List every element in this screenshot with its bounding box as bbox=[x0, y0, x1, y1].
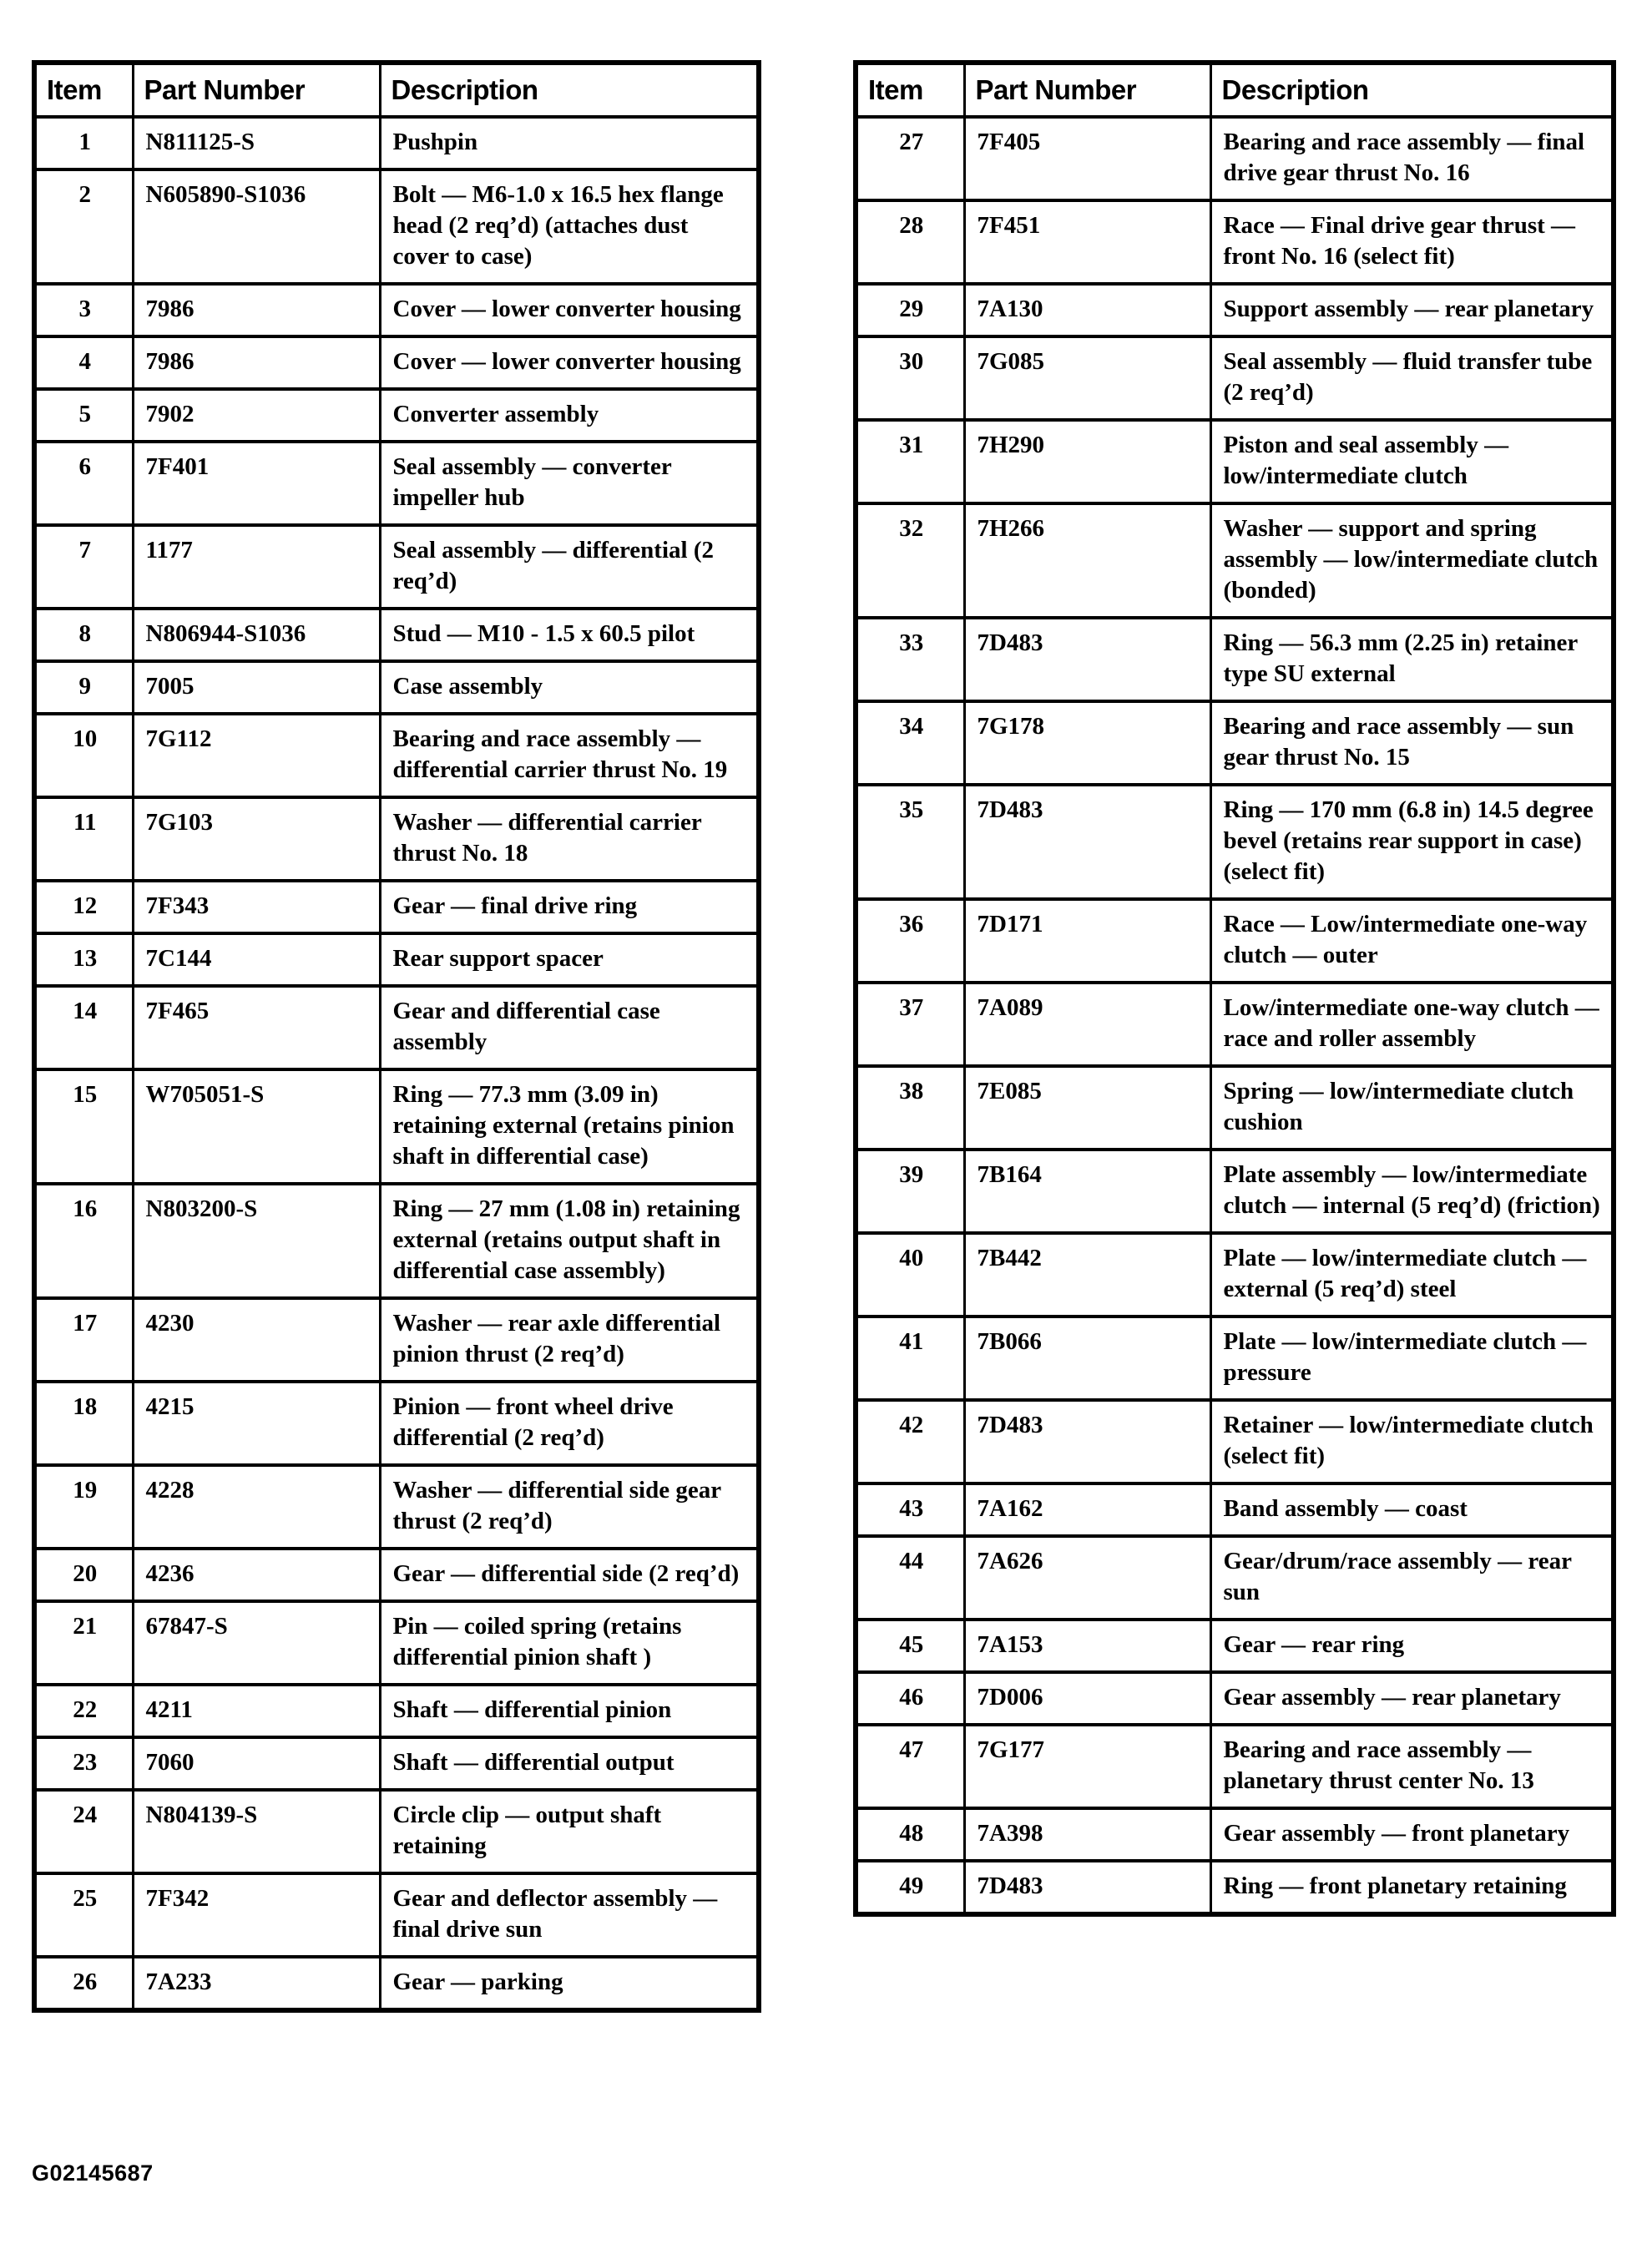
parts-table-right bbox=[853, 60, 1616, 1917]
item-cell: 30 bbox=[856, 336, 964, 420]
description-cell: Race — Low/intermediate one-way clutch — outer bbox=[1210, 899, 1614, 983]
part-number-cell: 7A162 bbox=[964, 1483, 1210, 1536]
item-cell: 34 bbox=[856, 701, 964, 785]
description-cell: Spring — low/intermediate clutch cushion bbox=[1210, 1066, 1614, 1150]
column-header-description: Description bbox=[1210, 63, 1614, 117]
part-number-cell: 7B442 bbox=[964, 1233, 1210, 1317]
item-cell: 11 bbox=[34, 797, 133, 881]
description-cell: Case assembly bbox=[380, 661, 759, 714]
item-cell: 25 bbox=[34, 1873, 133, 1957]
description-cell: Pushpin bbox=[380, 117, 759, 169]
item-cell: 16 bbox=[34, 1184, 133, 1298]
part-number-cell: 7A130 bbox=[964, 284, 1210, 336]
part-number-cell: 7902 bbox=[133, 389, 380, 442]
description-cell: Cover — lower converter housing bbox=[380, 284, 759, 336]
table-row bbox=[856, 1620, 1614, 1672]
table-row bbox=[34, 525, 759, 609]
description-cell: Cover — lower converter housing bbox=[380, 336, 759, 389]
table-row bbox=[34, 284, 759, 336]
description-cell: Ring — front planetary retaining bbox=[1210, 1861, 1614, 1914]
table-row bbox=[856, 983, 1614, 1066]
description-cell: Race — Final drive gear thrust — front No. 16 (select fit) bbox=[1210, 200, 1614, 284]
part-number-cell: 7D483 bbox=[964, 1861, 1210, 1914]
description-cell: Ring — 27 mm (1.08 in) retaining external (retains output shaft in differential case assembly) bbox=[380, 1184, 759, 1298]
table-row bbox=[34, 1790, 759, 1873]
item-cell: 42 bbox=[856, 1400, 964, 1483]
part-number-cell: 7F451 bbox=[964, 200, 1210, 284]
part-number-cell: 7D483 bbox=[964, 1400, 1210, 1483]
table-row bbox=[856, 1233, 1614, 1317]
description-cell: Gear assembly — front planetary bbox=[1210, 1808, 1614, 1861]
item-cell: 7 bbox=[34, 525, 133, 609]
item-cell: 22 bbox=[34, 1685, 133, 1737]
part-number-cell: 7F342 bbox=[133, 1873, 380, 1957]
table-row bbox=[34, 169, 759, 284]
item-cell: 9 bbox=[34, 661, 133, 714]
item-cell: 40 bbox=[856, 1233, 964, 1317]
part-number-cell: N605890-S1036 bbox=[133, 169, 380, 284]
description-cell: Bearing and race assembly — planetary thrust center No. 13 bbox=[1210, 1725, 1614, 1808]
table-row bbox=[34, 1549, 759, 1601]
description-cell: Bearing and race assembly — differential carrier thrust No. 19 bbox=[380, 714, 759, 797]
description-cell: Plate assembly — low/intermediate clutch — internal (5 req’d) (friction) bbox=[1210, 1150, 1614, 1233]
description-cell: Seal assembly — differential (2 req’d) bbox=[380, 525, 759, 609]
part-number-cell: 7C144 bbox=[133, 933, 380, 986]
description-cell: Washer — differential carrier thrust No. 18 bbox=[380, 797, 759, 881]
item-cell: 10 bbox=[34, 714, 133, 797]
part-number-cell: 7986 bbox=[133, 284, 380, 336]
item-cell: 1 bbox=[34, 117, 133, 169]
item-cell: 46 bbox=[856, 1672, 964, 1725]
description-cell: Plate — low/intermediate clutch — external (5 req’d) steel bbox=[1210, 1233, 1614, 1317]
description-cell: Ring — 77.3 mm (3.09 in) retaining external (retains pinion shaft in differential case) bbox=[380, 1069, 759, 1184]
table-row bbox=[856, 420, 1614, 503]
item-cell: 6 bbox=[34, 442, 133, 525]
parts-table-left bbox=[32, 60, 761, 2013]
table-row bbox=[856, 701, 1614, 785]
description-cell: Bearing and race assembly — sun gear thrust No. 15 bbox=[1210, 701, 1614, 785]
part-number-cell: 7G085 bbox=[964, 336, 1210, 420]
part-number-cell: N804139-S bbox=[133, 1790, 380, 1873]
item-cell: 37 bbox=[856, 983, 964, 1066]
part-number-cell: 7H290 bbox=[964, 420, 1210, 503]
table-row bbox=[856, 1066, 1614, 1150]
description-cell: Washer — differential side gear thrust (2 req’d) bbox=[380, 1465, 759, 1549]
table-row bbox=[856, 1150, 1614, 1233]
table-row bbox=[856, 1317, 1614, 1400]
part-number-cell: 7D006 bbox=[964, 1672, 1210, 1725]
table-row bbox=[34, 1737, 759, 1790]
table-row bbox=[34, 117, 759, 169]
table-row bbox=[856, 1808, 1614, 1861]
column-header-description: Description bbox=[380, 63, 759, 117]
part-number-cell: 4211 bbox=[133, 1685, 380, 1737]
table-row bbox=[856, 117, 1614, 200]
part-number-cell: 7E085 bbox=[964, 1066, 1210, 1150]
table-row bbox=[856, 1861, 1614, 1914]
description-cell: Ring — 170 mm (6.8 in) 14.5 degree bevel (retains rear support in case) (select fit) bbox=[1210, 785, 1614, 899]
table-row bbox=[856, 785, 1614, 899]
description-cell: Bearing and race assembly — final drive gear thrust No. 16 bbox=[1210, 117, 1614, 200]
part-number-cell: N806944-S1036 bbox=[133, 609, 380, 661]
item-cell: 41 bbox=[856, 1317, 964, 1400]
table-row bbox=[34, 1184, 759, 1298]
description-cell: Gear and differential case assembly bbox=[380, 986, 759, 1069]
table-row bbox=[34, 1957, 759, 2010]
table-row bbox=[34, 1601, 759, 1685]
part-number-cell: 7986 bbox=[133, 336, 380, 389]
part-number-cell: W705051-S bbox=[133, 1069, 380, 1184]
table-row bbox=[34, 389, 759, 442]
table-row bbox=[856, 1672, 1614, 1725]
description-cell: Converter assembly bbox=[380, 389, 759, 442]
part-number-cell: N811125-S bbox=[133, 117, 380, 169]
table-row bbox=[34, 442, 759, 525]
description-cell: Seal assembly — fluid transfer tube (2 req’d) bbox=[1210, 336, 1614, 420]
table-row bbox=[34, 336, 759, 389]
part-number-cell: 7D483 bbox=[964, 618, 1210, 701]
description-cell: Washer — support and spring assembly — low/intermediate clutch (bonded) bbox=[1210, 503, 1614, 618]
part-number-cell: 4215 bbox=[133, 1382, 380, 1465]
part-number-cell: 7H266 bbox=[964, 503, 1210, 618]
part-number-cell: 7F401 bbox=[133, 442, 380, 525]
part-number-cell: 7G177 bbox=[964, 1725, 1210, 1808]
part-number-cell: 4228 bbox=[133, 1465, 380, 1549]
item-cell: 15 bbox=[34, 1069, 133, 1184]
item-cell: 20 bbox=[34, 1549, 133, 1601]
description-cell: Bolt — M6-1.0 x 16.5 hex flange head (2 req’d) (attaches dust cover to case) bbox=[380, 169, 759, 284]
item-cell: 14 bbox=[34, 986, 133, 1069]
item-cell: 27 bbox=[856, 117, 964, 200]
part-number-cell: 7A233 bbox=[133, 1957, 380, 2010]
item-cell: 23 bbox=[34, 1737, 133, 1790]
item-cell: 31 bbox=[856, 420, 964, 503]
item-cell: 4 bbox=[34, 336, 133, 389]
table-row bbox=[34, 797, 759, 881]
part-number-cell: 7G103 bbox=[133, 797, 380, 881]
description-cell: Gear and deflector assembly — final drive sun bbox=[380, 1873, 759, 1957]
item-cell: 28 bbox=[856, 200, 964, 284]
description-cell: Shaft — differential output bbox=[380, 1737, 759, 1790]
header-row bbox=[34, 63, 759, 117]
part-number-cell: 1177 bbox=[133, 525, 380, 609]
part-number-cell: 7F343 bbox=[133, 881, 380, 933]
table-row bbox=[34, 661, 759, 714]
description-cell: Ring — 56.3 mm (2.25 in) retainer type SU external bbox=[1210, 618, 1614, 701]
item-cell: 26 bbox=[34, 1957, 133, 2010]
description-cell: Shaft — differential pinion bbox=[380, 1685, 759, 1737]
description-cell: Retainer — low/intermediate clutch (select fit) bbox=[1210, 1400, 1614, 1483]
table-row bbox=[34, 933, 759, 986]
table-row bbox=[34, 1465, 759, 1549]
description-cell: Piston and seal assembly — low/intermediate clutch bbox=[1210, 420, 1614, 503]
table-row bbox=[856, 336, 1614, 420]
item-cell: 35 bbox=[856, 785, 964, 899]
column-header-part-number: Part Number bbox=[964, 63, 1210, 117]
part-number-cell: 7F405 bbox=[964, 117, 1210, 200]
table-row bbox=[34, 1298, 759, 1382]
item-cell: 38 bbox=[856, 1066, 964, 1150]
description-cell: Washer — rear axle differential pinion thrust (2 req’d) bbox=[380, 1298, 759, 1382]
table-row bbox=[34, 1685, 759, 1737]
column-header-item: Item bbox=[856, 63, 964, 117]
item-cell: 47 bbox=[856, 1725, 964, 1808]
description-cell: Stud — M10 - 1.5 x 60.5 pilot bbox=[380, 609, 759, 661]
part-number-cell: 67847-S bbox=[133, 1601, 380, 1685]
part-number-cell: 7B164 bbox=[964, 1150, 1210, 1233]
item-cell: 18 bbox=[34, 1382, 133, 1465]
description-cell: Gear/drum/race assembly — rear sun bbox=[1210, 1536, 1614, 1620]
table-row bbox=[856, 1400, 1614, 1483]
table-row bbox=[34, 1873, 759, 1957]
column-header-item: Item bbox=[34, 63, 133, 117]
item-cell: 8 bbox=[34, 609, 133, 661]
item-cell: 5 bbox=[34, 389, 133, 442]
item-cell: 39 bbox=[856, 1150, 964, 1233]
item-cell: 32 bbox=[856, 503, 964, 618]
part-number-cell: 7005 bbox=[133, 661, 380, 714]
description-cell: Plate — low/intermediate clutch — pressure bbox=[1210, 1317, 1614, 1400]
part-number-cell: 7060 bbox=[133, 1737, 380, 1790]
description-cell: Pinion — front wheel drive differential (2 req’d) bbox=[380, 1382, 759, 1465]
table-row bbox=[856, 1725, 1614, 1808]
part-number-cell: N803200-S bbox=[133, 1184, 380, 1298]
table-row bbox=[856, 1536, 1614, 1620]
table-row bbox=[34, 881, 759, 933]
table-row bbox=[34, 609, 759, 661]
item-cell: 21 bbox=[34, 1601, 133, 1685]
figure-id-label: G02145687 bbox=[32, 2161, 154, 2186]
table-row bbox=[856, 503, 1614, 618]
item-cell: 2 bbox=[34, 169, 133, 284]
description-cell: Rear support spacer bbox=[380, 933, 759, 986]
table-row bbox=[856, 200, 1614, 284]
table-row bbox=[34, 714, 759, 797]
item-cell: 19 bbox=[34, 1465, 133, 1549]
description-cell: Circle clip — output shaft retaining bbox=[380, 1790, 759, 1873]
description-cell: Gear — final drive ring bbox=[380, 881, 759, 933]
item-cell: 43 bbox=[856, 1483, 964, 1536]
description-cell: Band assembly — coast bbox=[1210, 1483, 1614, 1536]
description-cell: Gear — rear ring bbox=[1210, 1620, 1614, 1672]
table-row bbox=[34, 1382, 759, 1465]
table-row bbox=[856, 284, 1614, 336]
item-cell: 48 bbox=[856, 1808, 964, 1861]
part-number-cell: 4230 bbox=[133, 1298, 380, 1382]
description-cell: Gear — differential side (2 req’d) bbox=[380, 1549, 759, 1601]
item-cell: 29 bbox=[856, 284, 964, 336]
part-number-cell: 7D171 bbox=[964, 899, 1210, 983]
part-number-cell: 7F465 bbox=[133, 986, 380, 1069]
table-row bbox=[34, 986, 759, 1069]
item-cell: 13 bbox=[34, 933, 133, 986]
item-cell: 36 bbox=[856, 899, 964, 983]
description-cell: Support assembly — rear planetary bbox=[1210, 284, 1614, 336]
item-cell: 24 bbox=[34, 1790, 133, 1873]
item-cell: 12 bbox=[34, 881, 133, 933]
part-number-cell: 7A398 bbox=[964, 1808, 1210, 1861]
table-row bbox=[856, 618, 1614, 701]
part-number-cell: 7A153 bbox=[964, 1620, 1210, 1672]
part-number-cell: 7A626 bbox=[964, 1536, 1210, 1620]
part-number-cell: 7B066 bbox=[964, 1317, 1210, 1400]
part-number-cell: 7G112 bbox=[133, 714, 380, 797]
item-cell: 45 bbox=[856, 1620, 964, 1672]
item-cell: 44 bbox=[856, 1536, 964, 1620]
part-number-cell: 7D483 bbox=[964, 785, 1210, 899]
header-row bbox=[856, 63, 1614, 117]
part-number-cell: 7G178 bbox=[964, 701, 1210, 785]
item-cell: 17 bbox=[34, 1298, 133, 1382]
description-cell: Gear assembly — rear planetary bbox=[1210, 1672, 1614, 1725]
description-cell: Seal assembly — converter impeller hub bbox=[380, 442, 759, 525]
table-row bbox=[856, 1483, 1614, 1536]
item-cell: 33 bbox=[856, 618, 964, 701]
table-row bbox=[856, 899, 1614, 983]
item-cell: 3 bbox=[34, 284, 133, 336]
table-row bbox=[34, 1069, 759, 1184]
column-header-part-number: Part Number bbox=[133, 63, 380, 117]
description-cell: Pin — coiled spring (retains differential pinion shaft ) bbox=[380, 1601, 759, 1685]
part-number-cell: 4236 bbox=[133, 1549, 380, 1601]
description-cell: Gear — parking bbox=[380, 1957, 759, 2010]
part-number-cell: 7A089 bbox=[964, 983, 1210, 1066]
item-cell: 49 bbox=[856, 1861, 964, 1914]
description-cell: Low/intermediate one-way clutch — race and roller assembly bbox=[1210, 983, 1614, 1066]
